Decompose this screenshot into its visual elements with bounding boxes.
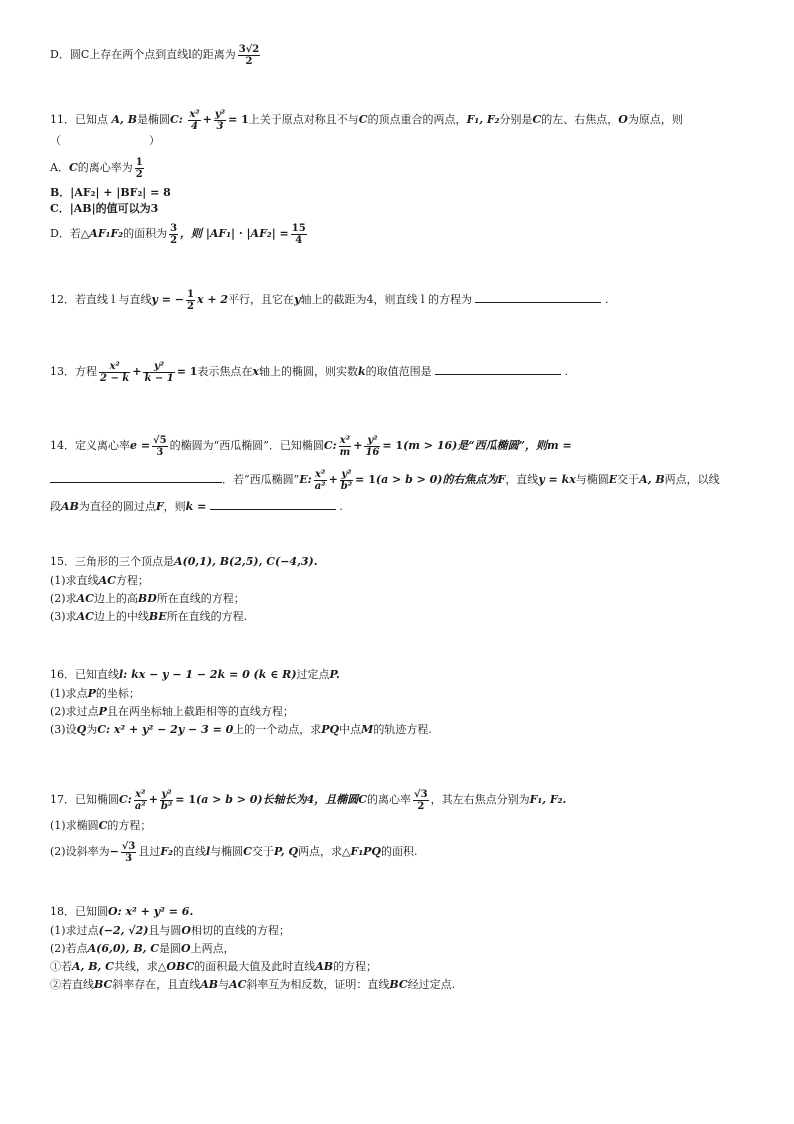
text-line bbox=[50, 283, 750, 317]
fraction bbox=[188, 109, 200, 132]
text-segment: k = bbox=[185, 500, 207, 513]
text-segment: 2 − k bbox=[100, 372, 130, 384]
text-line bbox=[50, 665, 750, 685]
text-segment: 的方程； bbox=[333, 960, 378, 973]
text-segment: e = bbox=[130, 439, 151, 452]
text-segment: 边上的高 bbox=[93, 592, 138, 605]
text-segment: − bbox=[109, 845, 119, 858]
text-line bbox=[50, 940, 750, 958]
text-segment: . bbox=[564, 365, 569, 378]
text-line bbox=[50, 685, 750, 703]
fraction bbox=[134, 789, 147, 812]
text: 上关于原点对称且不与 bbox=[248, 113, 359, 126]
text-segment: OBC bbox=[166, 960, 195, 973]
text-segment: PQ bbox=[321, 723, 340, 736]
text-line bbox=[50, 590, 750, 608]
text-segment: 的方程； bbox=[107, 819, 152, 832]
text-segment: x² bbox=[314, 468, 326, 480]
text: 分别是 bbox=[499, 113, 533, 126]
text-segment: (m > 16)是“西瓜椭圆”，则 bbox=[403, 439, 547, 452]
text-line bbox=[50, 922, 750, 940]
text-segment: (2)若点 bbox=[50, 942, 88, 955]
text-segment: (3)设 bbox=[50, 723, 77, 736]
text-segment: A(6,0), B, C bbox=[87, 942, 160, 955]
text-segment: C bbox=[358, 793, 368, 806]
text-segment: x² bbox=[99, 361, 130, 373]
text-line bbox=[50, 429, 750, 463]
text-segment: 的离心率 bbox=[367, 793, 412, 806]
math-symbol: + bbox=[328, 473, 338, 486]
text-segment: ①若 bbox=[50, 960, 72, 973]
text-segment: 轴上的椭圆，则实数 bbox=[258, 365, 358, 378]
text-segment: 16 bbox=[365, 446, 380, 458]
fraction bbox=[135, 157, 144, 180]
fraction bbox=[169, 223, 178, 246]
text-segment: √3 bbox=[414, 788, 428, 800]
text-segment: 相切的直线的方程； bbox=[191, 924, 291, 937]
text-segment: A, B bbox=[639, 473, 665, 486]
text-segment: = 1 bbox=[355, 473, 376, 486]
fraction bbox=[214, 109, 226, 132]
text-segment: AB bbox=[200, 978, 219, 991]
text-segment: C bbox=[98, 819, 108, 832]
text-segment: y² bbox=[214, 108, 226, 120]
text-segment: k − 1 bbox=[144, 372, 174, 384]
text-segment: 共线，求△ bbox=[113, 960, 167, 973]
text-segment: . bbox=[604, 293, 609, 306]
text-segment: 3 bbox=[170, 222, 178, 234]
text-segment: P. bbox=[329, 668, 340, 681]
text: 为原点，则 bbox=[627, 113, 683, 126]
text-segment: (1)求点 bbox=[50, 687, 88, 700]
text-line bbox=[50, 817, 750, 835]
text-segment: C: x² + y² − 2y − 3 = 0 bbox=[97, 723, 234, 736]
answer-blank-k[interactable] bbox=[210, 497, 336, 510]
fraction bbox=[339, 435, 352, 458]
text-segment: b² bbox=[160, 800, 173, 812]
text-segment: 的椭圆为“西瓜椭圆”．已知椭圆 bbox=[169, 439, 324, 452]
text: 的顶点重合的两点， bbox=[367, 113, 467, 126]
text-segment: F bbox=[155, 500, 164, 513]
question-15 bbox=[50, 552, 750, 626]
text-line bbox=[50, 608, 750, 626]
text-segment: 与椭圆 bbox=[210, 845, 244, 858]
text-segment: 2 bbox=[245, 55, 253, 67]
text-segment: m = bbox=[546, 439, 572, 452]
text-segment: 平行，且它在 bbox=[228, 293, 295, 306]
math: C bbox=[532, 113, 542, 126]
text-line bbox=[50, 355, 750, 389]
question-12 bbox=[50, 283, 750, 317]
text-segment: 3 bbox=[125, 852, 133, 864]
text-segment: 3√2 bbox=[238, 43, 260, 55]
math-symbol: + bbox=[202, 113, 212, 126]
text-segment: F₂ bbox=[160, 845, 173, 858]
text-segment: D．若△ bbox=[50, 227, 90, 240]
text-segment: ，则 bbox=[163, 500, 186, 513]
text-segment: ②若直线 bbox=[50, 978, 94, 991]
text-segment: 斜率互为相反数，证明：直线 bbox=[246, 978, 390, 991]
text-segment: (a > b > 0)的右焦点为 bbox=[375, 473, 498, 486]
text-segment: AC bbox=[76, 592, 94, 605]
text-line bbox=[50, 131, 750, 151]
text-segment: ，其左右焦点分别为 bbox=[430, 793, 530, 806]
question-18 bbox=[50, 902, 750, 994]
text-segment: 所在直线的方程； bbox=[156, 592, 245, 605]
text-segment: x² bbox=[135, 788, 146, 800]
text-segment: C: bbox=[323, 439, 337, 452]
text-line bbox=[50, 958, 750, 976]
text-segment: 4 bbox=[191, 120, 198, 132]
option-d bbox=[50, 217, 750, 251]
text-segment: a² bbox=[134, 800, 146, 812]
text-segment: P bbox=[98, 705, 107, 718]
text-segment: ，直线 bbox=[505, 473, 539, 486]
text-segment: F bbox=[497, 473, 506, 486]
text-segment: x² bbox=[189, 108, 200, 120]
text-segment: BC bbox=[94, 978, 113, 991]
text-segment: 交于 bbox=[251, 845, 274, 858]
answer-blank-m[interactable] bbox=[50, 470, 222, 483]
math-symbol: + bbox=[148, 793, 158, 806]
text-segment: 3 bbox=[216, 120, 224, 132]
text-segment: BC bbox=[389, 978, 408, 991]
text-segment: m bbox=[339, 446, 351, 458]
text-segment: A, B, C bbox=[72, 960, 114, 973]
text-segment: A(0,1), B(2,5), C(−4,3). bbox=[174, 555, 318, 568]
text-segment: 1 bbox=[187, 288, 194, 300]
text-segment: y bbox=[294, 293, 301, 306]
text-segment: A． bbox=[50, 161, 69, 174]
text-segment: C bbox=[68, 161, 78, 174]
text-segment: √5 bbox=[153, 434, 167, 446]
text-segment: 2 bbox=[135, 168, 143, 180]
text-line bbox=[50, 552, 750, 572]
text-segment: y² bbox=[364, 435, 380, 447]
text-segment: l: kx − y − 1 − 2k = 0 (k ∈ R) bbox=[119, 668, 297, 681]
text-segment: 所在直线的方程. bbox=[166, 610, 248, 623]
question-13 bbox=[50, 355, 750, 389]
fraction bbox=[413, 789, 429, 812]
text-line bbox=[50, 721, 750, 739]
fraction bbox=[364, 435, 380, 458]
text-segment: k bbox=[357, 365, 366, 378]
text-segment: 13．方程 bbox=[50, 365, 97, 378]
text-segment: a² bbox=[314, 480, 326, 492]
text-segment: 12．若直线 l 与直线 bbox=[50, 293, 152, 306]
text-segment: 且与圆 bbox=[148, 924, 182, 937]
text-segment: AC bbox=[98, 574, 116, 587]
text-segment: = 1 bbox=[176, 365, 198, 378]
text-segment: (−2, √2) bbox=[98, 924, 149, 937]
text-segment: y² bbox=[161, 788, 172, 800]
text-segment: AB bbox=[315, 960, 334, 973]
text-segment: b² bbox=[340, 480, 353, 492]
text: 的左、右焦点， bbox=[541, 113, 619, 126]
text-segment: O: x² + y² = 6. bbox=[108, 905, 194, 918]
fraction bbox=[340, 469, 353, 492]
text-segment: x + 2 bbox=[196, 293, 229, 306]
text-line bbox=[50, 38, 750, 72]
text-segment: x bbox=[252, 365, 259, 378]
text-segment: (a > b > 0)长轴长为4，且椭圆 bbox=[195, 793, 359, 806]
fraction bbox=[186, 289, 195, 312]
math: O bbox=[618, 113, 628, 126]
option-c bbox=[50, 201, 750, 217]
fraction bbox=[99, 361, 130, 384]
answer-paren: （ ） bbox=[50, 134, 160, 147]
question-10-option-d bbox=[50, 38, 750, 72]
text-segment: 2 bbox=[417, 800, 425, 812]
text-line bbox=[50, 783, 750, 817]
text-segment: = 1 bbox=[175, 793, 196, 806]
text-line bbox=[50, 463, 750, 497]
fraction bbox=[121, 841, 137, 864]
text-segment: O bbox=[181, 924, 192, 937]
text-segment: 为直径的圆过点 bbox=[78, 500, 156, 513]
text-segment: ，则 |AF₁| · |AF₂| = bbox=[180, 227, 289, 240]
text-segment: 且在两坐标轴上截距相等的直线方程； bbox=[106, 705, 294, 718]
text-segment: 为 bbox=[86, 723, 98, 736]
math-symbol: + bbox=[353, 439, 363, 452]
text-segment: AC bbox=[76, 610, 94, 623]
text-segment: O bbox=[181, 942, 191, 955]
text-segment: 经过定点. bbox=[407, 978, 456, 991]
text-segment: 上两点， bbox=[190, 942, 235, 955]
question-14 bbox=[50, 429, 750, 517]
text-segment: 的面积最大值及此时直线 bbox=[194, 960, 316, 973]
text-segment: 4 bbox=[295, 234, 303, 246]
question-16 bbox=[50, 665, 750, 739]
option-text: D．圆C上存在两个点到直线l的距离为 bbox=[50, 48, 236, 61]
text-line bbox=[50, 902, 750, 922]
text-segment: 的坐标； bbox=[95, 687, 140, 700]
fraction bbox=[143, 361, 174, 384]
text-segment: AC bbox=[229, 978, 247, 991]
text-segment: 且过 bbox=[138, 845, 161, 858]
text-segment: 上的一个动点，求 bbox=[233, 723, 322, 736]
text-line bbox=[50, 572, 750, 590]
math: F₁, F₂ bbox=[466, 113, 500, 126]
text-segment: 的面积. bbox=[381, 845, 418, 858]
answer-blank[interactable] bbox=[435, 362, 561, 375]
text-segment: √3 bbox=[121, 840, 136, 852]
text-segment: (2)设斜率为 bbox=[50, 845, 110, 858]
text-segment: 的面积为 bbox=[123, 227, 168, 240]
text-segment: Q bbox=[76, 723, 87, 736]
text-line bbox=[50, 835, 750, 869]
fraction bbox=[160, 789, 173, 812]
answer-blank[interactable] bbox=[475, 290, 601, 303]
text-segment: ．若“西瓜椭圆” bbox=[222, 473, 300, 486]
text-segment: 15 bbox=[291, 222, 306, 234]
text-segment: P bbox=[87, 687, 96, 700]
option-b bbox=[50, 185, 750, 201]
text-segment: F₁PQ bbox=[350, 845, 381, 858]
text-segment: 过定点 bbox=[296, 668, 330, 681]
text-segment: 18．已知圆 bbox=[50, 905, 108, 918]
text-segment: 是圆 bbox=[159, 942, 182, 955]
text-segment: y² bbox=[143, 361, 174, 373]
text-segment: E: bbox=[299, 473, 312, 486]
math: C: bbox=[170, 113, 183, 126]
text-segment: (1)求直线 bbox=[50, 574, 99, 587]
question-17 bbox=[50, 783, 750, 869]
text-segment: 表示焦点在 bbox=[197, 365, 253, 378]
text-segment: C bbox=[243, 845, 252, 858]
text-segment: 3 bbox=[156, 446, 164, 458]
question-11 bbox=[50, 103, 750, 251]
text-segment: 两点，求△ bbox=[298, 845, 351, 858]
text-segment: 14．定义离心率 bbox=[50, 439, 130, 452]
text-segment: 的直线 bbox=[172, 845, 206, 858]
text-segment: y² bbox=[341, 468, 352, 480]
text-segment: 16．已知直线 bbox=[50, 668, 119, 681]
text-segment: y = − bbox=[151, 293, 184, 306]
text-segment: 两点，以线 bbox=[664, 473, 720, 486]
math: C bbox=[358, 113, 368, 126]
text-segment: B．|AF₂| + |BF₂| = 8 bbox=[50, 186, 171, 199]
text-segment: 段 bbox=[50, 500, 61, 513]
text-segment: 斜率存在，且直线 bbox=[112, 978, 201, 991]
text-segment: 轴上的截距为4，则直线 l 的方程为 bbox=[300, 293, 472, 306]
text-segment: E bbox=[608, 473, 618, 486]
text-segment: BD bbox=[137, 592, 157, 605]
text-segment: BE bbox=[148, 610, 167, 623]
math: = 1 bbox=[228, 113, 249, 126]
text-segment: F₁, F₂. bbox=[529, 793, 567, 806]
math: A, B bbox=[111, 113, 137, 126]
text-segment: 的离心率为 bbox=[77, 161, 133, 174]
text-segment: 方程； bbox=[115, 574, 149, 587]
text-segment: 的轨迹方程. bbox=[373, 723, 432, 736]
fraction bbox=[238, 44, 261, 67]
text-segment: 的取值范围是 bbox=[365, 365, 432, 378]
text-segment: 1 bbox=[135, 156, 143, 168]
fraction bbox=[291, 223, 307, 246]
fraction bbox=[314, 469, 327, 492]
text-line bbox=[50, 976, 750, 994]
text-segment: 边上的中线 bbox=[93, 610, 149, 623]
text: 11．已知点 bbox=[50, 113, 108, 126]
option-a bbox=[50, 151, 750, 185]
text-segment: (1)求椭圆 bbox=[50, 819, 99, 832]
text-segment: C: bbox=[119, 793, 132, 806]
math-symbol: + bbox=[132, 365, 142, 378]
text-segment: x² bbox=[339, 434, 351, 446]
text-segment: 中点 bbox=[339, 723, 362, 736]
text-segment: (3)求 bbox=[50, 610, 77, 623]
text-segment: M bbox=[361, 723, 374, 736]
text-segment: 交于 bbox=[617, 473, 640, 486]
text-segment: y = kx bbox=[538, 473, 576, 486]
text-segment: C．|AB|的值可以为3 bbox=[50, 202, 159, 215]
text-segment: AB bbox=[61, 500, 79, 513]
text-segment: 17．已知椭圆 bbox=[50, 793, 119, 806]
text-segment: 与 bbox=[218, 978, 230, 991]
text-line bbox=[50, 703, 750, 721]
text-segment: 2 bbox=[187, 300, 194, 312]
text-segment: 15．三角形的三个顶点是 bbox=[50, 555, 174, 568]
text-segment: (2)求 bbox=[50, 592, 77, 605]
text-segment: (1)求过点 bbox=[50, 924, 99, 937]
text-segment: AF₁F₂ bbox=[89, 227, 124, 240]
text-segment: . bbox=[339, 500, 343, 513]
text-segment: (2)求过点 bbox=[50, 705, 99, 718]
text-segment: 与椭圆 bbox=[575, 473, 609, 486]
text: 是椭圆 bbox=[137, 113, 170, 126]
text-line bbox=[50, 497, 750, 517]
fraction bbox=[152, 435, 168, 458]
text-segment: 2 bbox=[170, 234, 178, 246]
text-segment: l bbox=[205, 845, 211, 858]
text-segment: = 1 bbox=[382, 439, 404, 452]
text-segment: P, Q bbox=[273, 845, 299, 858]
